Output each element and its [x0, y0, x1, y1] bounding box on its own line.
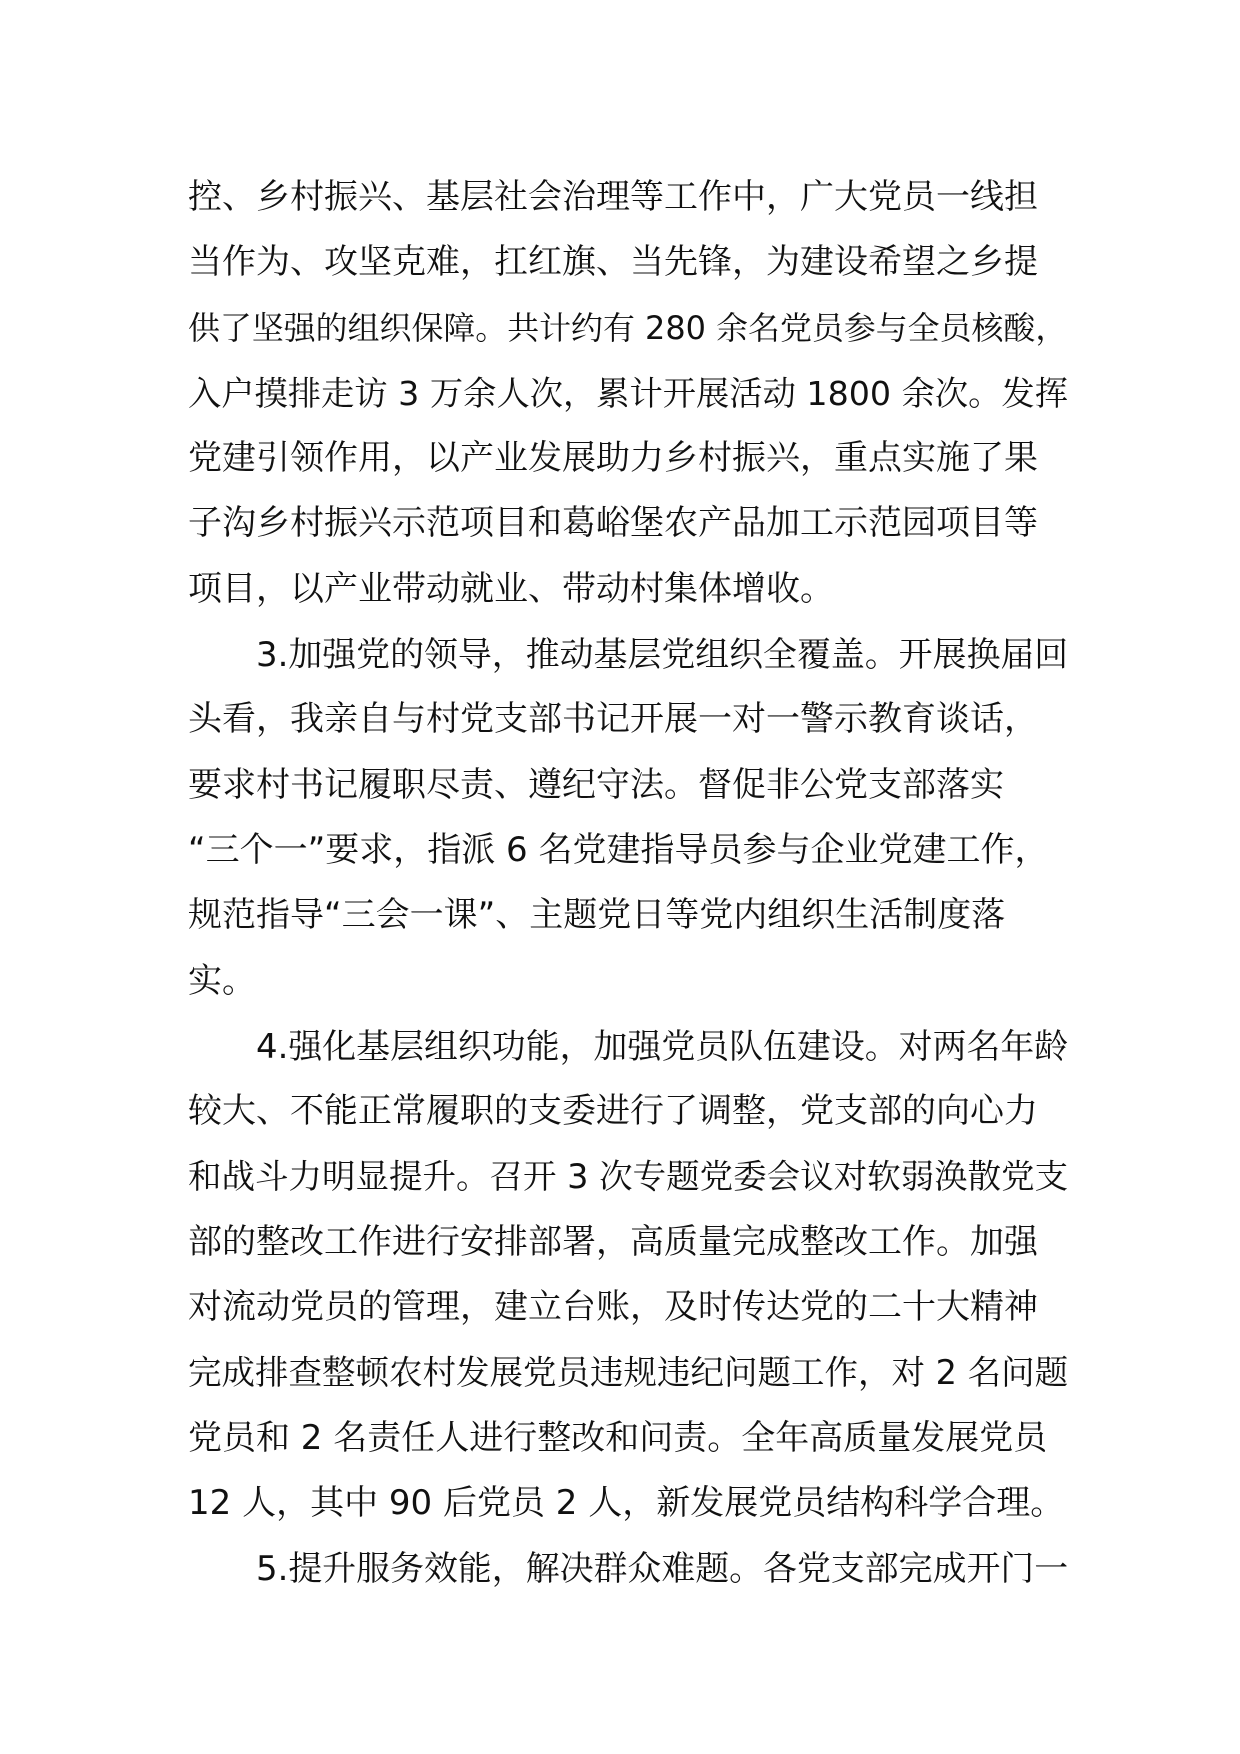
text-line-11: “三个一”要求，指派 6 名党建指导员参与企业党建工作， [188, 829, 1049, 870]
paragraph-4-heading-line: 4.强化基层组织功能，加强党员队伍建设。对两名年龄 [256, 1026, 1069, 1066]
text-line-9: 头看，我亲自与村党支部书记开展一对一警示教育谈话， [188, 699, 1038, 740]
text-line-1: 控、乡村振兴、基层社会治理等工作中，广大党员一线担 [188, 177, 1038, 217]
text-line-2: 当作为、攻坚克难，扛红旗、当先锋，为建设希望之乡提 [188, 242, 1038, 283]
text-line-4: 入户摸排走访 3 万余人次，累计开展活动 1800 余次。发挥 [188, 373, 1068, 413]
paragraph-3-heading-line: 3.加强党的领导，推动基层党组织全覆盖。开展换届回 [256, 635, 1069, 675]
text-line-18: 对流动党员的管理，建立台账，及时传达党的二十大精神 [188, 1287, 1038, 1328]
text-line-10: 要求村书记履职尽责、遵纪守法。督促非公党支部落实 [188, 764, 1004, 805]
text-line-12: 规范指导“三会一课”、主题党日等党内组织生活制度落 [188, 895, 1006, 936]
text-line-15: 较大、不能正常履职的支委进行了调整，党支部的向心力 [188, 1091, 1038, 1132]
text-line-17: 部的整改工作进行安排部署，高质量完成整改工作。加强 [188, 1221, 1038, 1262]
text-line-6: 子沟乡村振兴示范项目和葛峪堡农产品加工示范园项目等 [188, 503, 1038, 544]
text-line-5: 党建引领作用，以产业发展助力乡村振兴，重点实施了果 [188, 438, 1038, 479]
text-line-3: 供了坚强的组织保障。共计约有 280 余名党员参与全员核酸， [188, 308, 1068, 347]
text-line-16: 和战斗力明显提升。召开 3 次专题党委会议对软弱涣散党支 [188, 1157, 1069, 1197]
paragraph-5-heading-line: 5.提升服务效能，解决群众难题。各党支部完成开门一 [256, 1549, 1069, 1589]
text-line-13: 实。 [188, 960, 256, 1001]
text-line-21: 12 人，其中 90 后党员 2 人，新发展党员结构科学合理。 [188, 1482, 1065, 1523]
text-line-20: 党员和 2 名责任人进行整改和问责。全年高质量发展党员 [188, 1417, 1048, 1458]
body-text [188, 165, 1068, 1602]
text-line-7: 项目，以产业带动就业、带动村集体增收。 [188, 568, 834, 609]
text-line-19: 完成排查整顿农村发展党员违规违纪问题工作，对 2 名问题 [188, 1353, 1069, 1393]
